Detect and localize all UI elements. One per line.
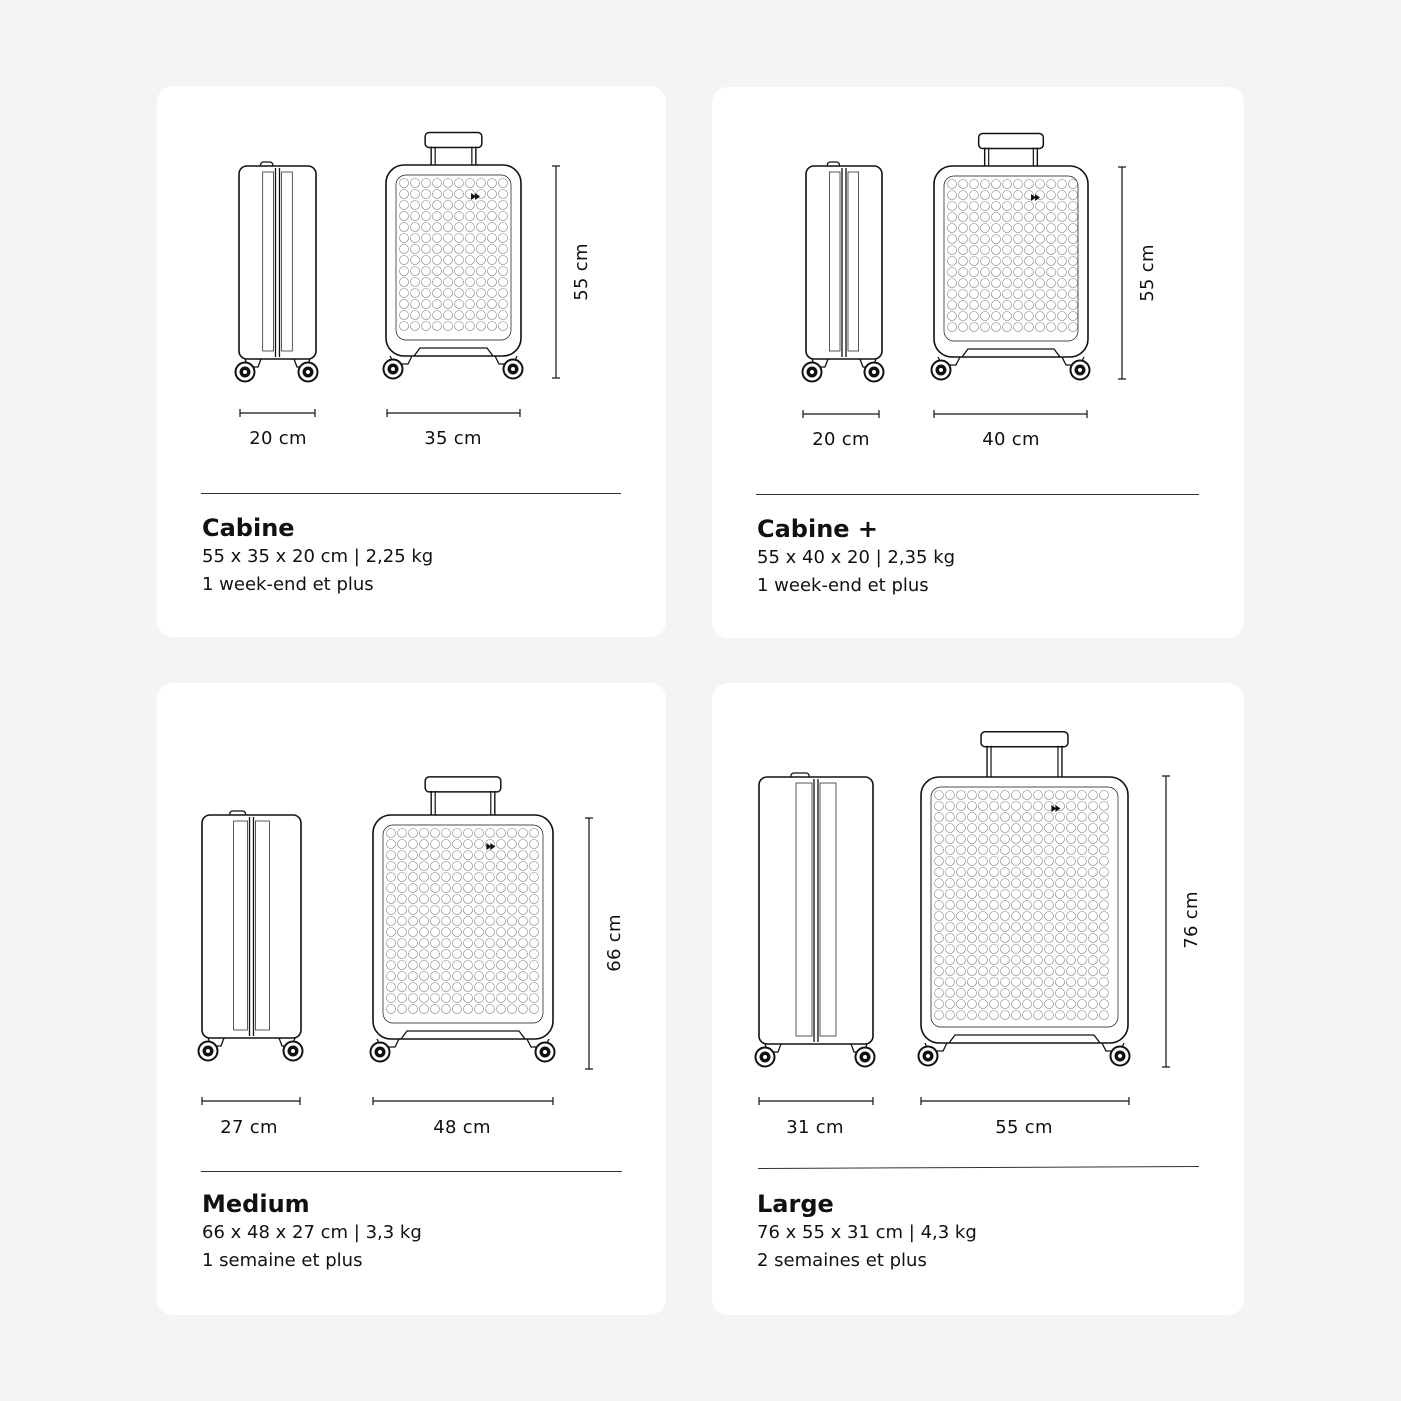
wheel <box>856 1048 875 1067</box>
size-info <box>202 1189 422 1275</box>
height-label: 55 cm <box>571 243 592 301</box>
height-label: 66 cm <box>604 914 625 972</box>
side-view-suitcase <box>806 162 882 367</box>
wheel <box>371 1043 390 1062</box>
width-label: 35 cm <box>424 428 482 449</box>
height-dimension-line <box>1162 776 1170 1067</box>
wheel <box>932 361 951 380</box>
size-specs: 55 x 40 x 20 | 2,35 kg <box>757 547 956 568</box>
divider <box>201 1171 622 1172</box>
size-info <box>757 514 955 600</box>
wheel <box>1111 1047 1130 1066</box>
size-name: Large <box>757 1190 834 1218</box>
depth-dimension-line <box>202 1097 300 1105</box>
side-view-suitcase <box>202 811 301 1046</box>
wheel <box>756 1048 775 1067</box>
front-view-suitcase <box>921 732 1128 1051</box>
depth-dimension-line <box>803 410 879 418</box>
divider <box>756 494 1199 495</box>
size-specs: 66 x 48 x 27 cm | 3,3 kg <box>202 1222 422 1243</box>
width-label: 48 cm <box>433 1117 491 1138</box>
width-label: 55 cm <box>995 1117 1053 1138</box>
front-view-suitcase <box>386 133 521 364</box>
size-info <box>202 513 433 599</box>
size-name: Medium <box>202 1190 310 1218</box>
wheel <box>919 1047 938 1066</box>
size-duration: 1 semaine et plus <box>202 1250 363 1271</box>
size-card-large <box>712 683 1244 1315</box>
depth-label: 20 cm <box>249 428 307 449</box>
height-dimension-line <box>552 166 560 378</box>
size-duration: 1 week-end et plus <box>757 575 929 596</box>
width-dimension-line <box>373 1097 553 1105</box>
wheel <box>536 1043 555 1062</box>
wheel <box>865 363 884 382</box>
height-dimension-line <box>1118 167 1126 379</box>
depth-dimension-line <box>759 1097 873 1105</box>
width-label: 40 cm <box>982 429 1040 450</box>
depth-label: 31 cm <box>786 1117 844 1138</box>
divider <box>201 493 621 494</box>
size-name: Cabine <box>202 514 295 542</box>
wheel <box>504 360 523 379</box>
height-label: 55 cm <box>1137 244 1158 302</box>
front-view-suitcase <box>373 777 553 1047</box>
side-view-suitcase <box>759 773 873 1052</box>
size-specs: 76 x 55 x 31 cm | 4,3 kg <box>757 1222 977 1243</box>
wheel <box>236 363 255 382</box>
size-info <box>757 1189 977 1275</box>
size-card-medium <box>157 683 666 1315</box>
width-dimension-line <box>934 410 1087 418</box>
wheel <box>299 363 318 382</box>
wheel <box>1071 361 1090 380</box>
wheel <box>284 1042 303 1061</box>
width-dimension-line <box>387 409 520 417</box>
size-card-cabine <box>157 86 666 637</box>
wheel <box>803 363 822 382</box>
size-duration: 1 week-end et plus <box>202 574 374 595</box>
size-duration: 2 semaines et plus <box>757 1250 927 1271</box>
wheel <box>384 360 403 379</box>
depth-dimension-line <box>240 409 315 417</box>
width-dimension-line <box>921 1097 1129 1105</box>
size-card-cabine-plus <box>712 87 1244 638</box>
height-label: 76 cm <box>1181 891 1202 949</box>
depth-label: 27 cm <box>220 1117 278 1138</box>
size-specs: 55 x 35 x 20 cm | 2,25 kg <box>202 546 434 567</box>
wheel <box>199 1042 218 1061</box>
height-dimension-line <box>585 818 593 1069</box>
size-name: Cabine + <box>757 515 879 543</box>
side-view-suitcase <box>239 162 316 367</box>
depth-label: 20 cm <box>812 429 870 450</box>
front-view-suitcase <box>934 134 1088 365</box>
